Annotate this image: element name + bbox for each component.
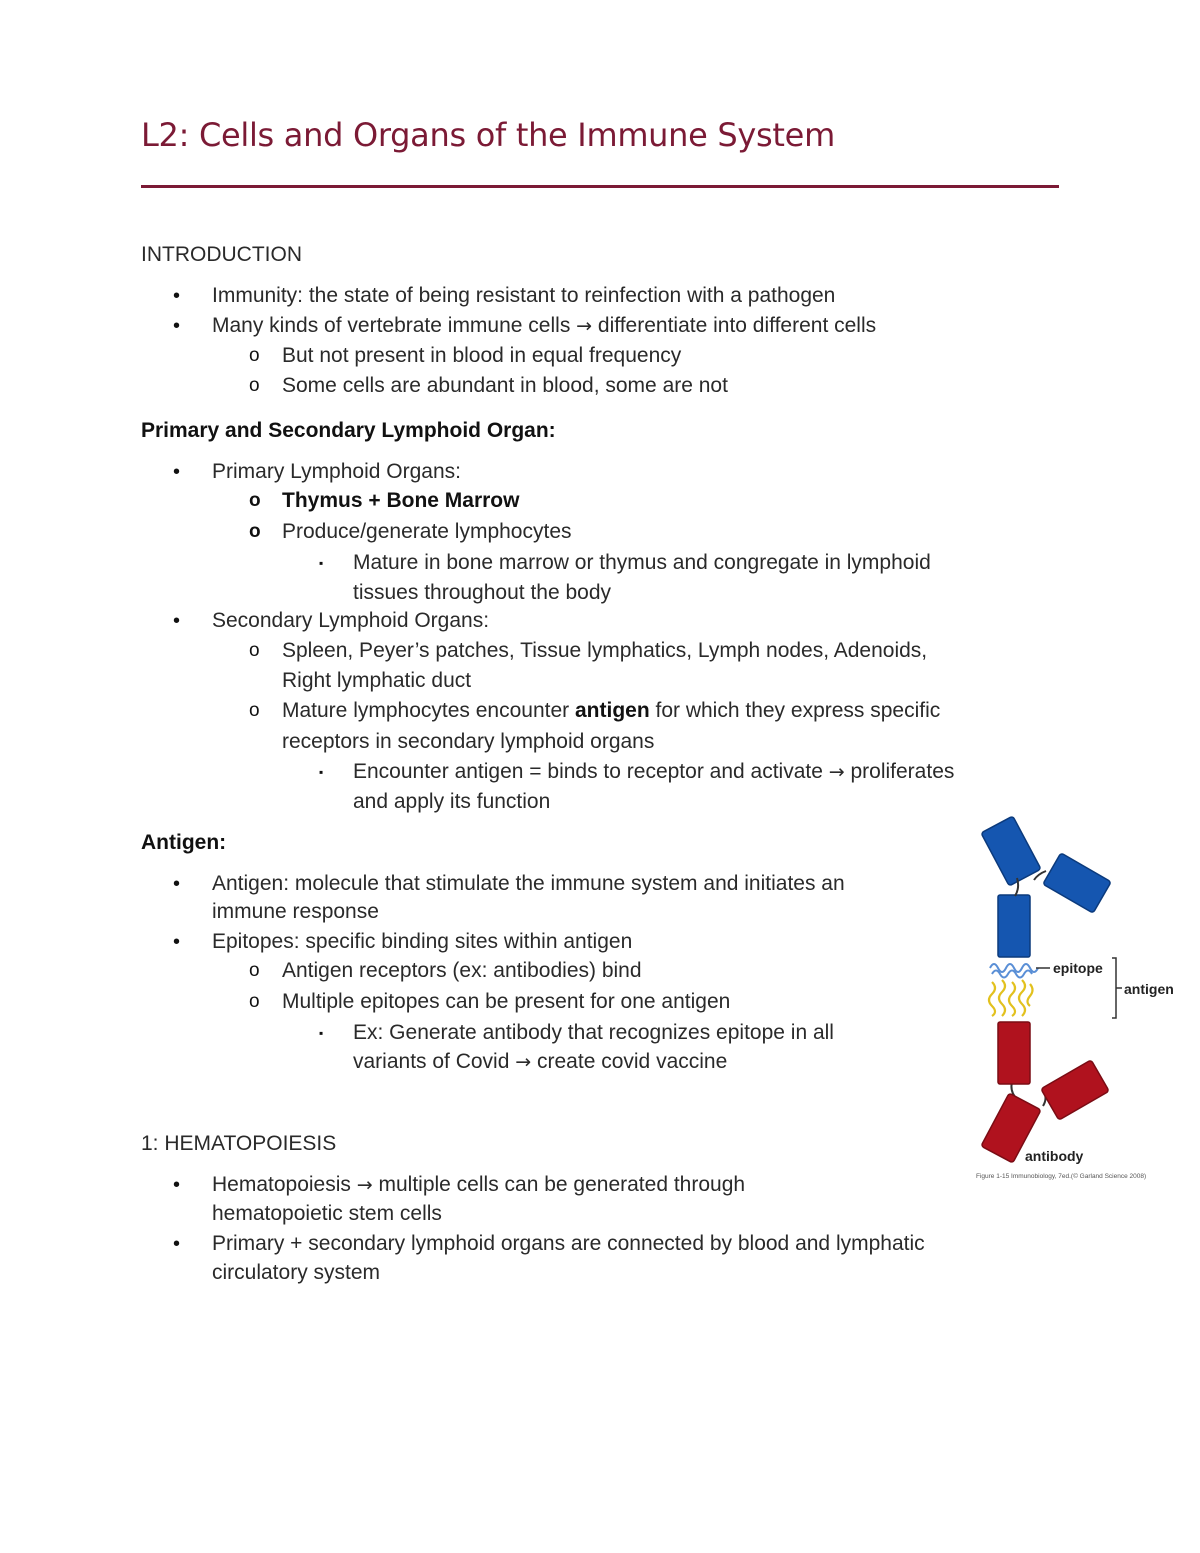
bullet-marker: • xyxy=(173,873,181,895)
secondary-organs-item: Secondary Lymphoid Organs: xyxy=(212,609,490,632)
arrow-icon: → xyxy=(828,761,845,783)
secondary-encounter-pre: Mature lymphocytes encounter xyxy=(282,699,575,722)
covid-example-line2 xyxy=(353,1047,727,1077)
organs-connected-line2: circulatory system xyxy=(212,1261,381,1284)
intro-bullet-cells-post: differentiate into different cells xyxy=(592,314,877,337)
figure-caption: Figure 1-15 Immunobiology, 7ed.(© Garland Science 2008) xyxy=(976,1173,1147,1180)
antibody-label: antibody xyxy=(1025,1148,1084,1164)
bullet-marker: • xyxy=(173,1233,181,1255)
bullet-marker: • xyxy=(173,1174,181,1196)
sub-bullet-marker: o xyxy=(249,345,260,366)
primary-mature-line2: tissues throughout the body xyxy=(353,581,612,604)
sub-bullet-marker: o xyxy=(249,490,261,511)
secondary-activate-post: proliferates xyxy=(844,760,955,783)
primary-thymus-marrow: Thymus + Bone Marrow xyxy=(282,489,520,512)
bullet-marker: • xyxy=(173,461,181,483)
sub-bullet-marker: o xyxy=(249,700,260,721)
sub-bullet-marker: o xyxy=(249,375,260,396)
primary-organs-item: Primary Lymphoid Organs: xyxy=(212,460,461,483)
epitope-label: epitope xyxy=(1053,960,1103,976)
sub-bullet-marker: o xyxy=(249,521,261,542)
secondary-list-line2: Right lymphatic duct xyxy=(282,669,472,692)
arrow-icon: → xyxy=(515,1051,532,1073)
antigen-heading: Antigen: xyxy=(141,831,227,854)
intro-bullet-cells xyxy=(212,311,876,341)
covid-example-pre: variants of Covid xyxy=(353,1050,516,1073)
bullet-marker: • xyxy=(173,610,181,632)
page-title: L2: Cells and Organs of the Immune System xyxy=(141,116,835,154)
antigen-def-line2: immune response xyxy=(212,900,379,923)
hemato-def-pre: Hematopoiesis xyxy=(212,1173,357,1196)
primary-produce: Produce/generate lymphocytes xyxy=(282,520,572,543)
epitope-coils xyxy=(990,964,1038,978)
title-rule xyxy=(141,185,1059,188)
bullet-marker: • xyxy=(173,285,181,307)
sub-bullet-marker: o xyxy=(249,991,260,1012)
intro-heading: INTRODUCTION xyxy=(141,243,302,266)
antigen-def-line1: Antigen: molecule that stimulate the immune system and initiates an xyxy=(212,872,845,895)
bullet-marker: • xyxy=(173,931,181,953)
blue-light-chain xyxy=(981,816,1041,886)
subsub-bullet-marker: ▪ xyxy=(319,556,324,570)
multiple-epitopes: Multiple epitopes can be present for one antigen xyxy=(282,990,731,1013)
secondary-activate-line1 xyxy=(353,757,954,787)
red-heavy-chain xyxy=(998,1022,1030,1084)
intro-bullet-immunity: Immunity: the state of being resistant to reinfection with a pathogen xyxy=(212,284,836,307)
hemato-def-line1 xyxy=(212,1170,745,1200)
intro-bullet-cells-pre: Many kinds of vertebrate immune cells xyxy=(212,314,577,337)
bullet-marker: • xyxy=(173,315,181,337)
antigen-label: antigen xyxy=(1124,981,1174,997)
antigen-receptors: Antigen receptors (ex: antibodies) bind xyxy=(282,959,642,982)
secondary-activate-pre: Encounter antigen = binds to receptor and activate xyxy=(353,760,829,783)
lymphoid-heading: Primary and Secondary Lymphoid Organ: xyxy=(141,419,556,442)
blue-arm-chain xyxy=(1043,853,1111,913)
covid-example-line1: Ex: Generate antibody that recognizes epitope in all xyxy=(353,1021,834,1044)
antibody-antigen-figure xyxy=(970,812,1174,1182)
antigen-coils xyxy=(989,980,1033,1016)
secondary-encounter-line1 xyxy=(282,696,940,726)
hemato-def-post: multiple cells can be generated through xyxy=(372,1173,746,1196)
secondary-encounter-post: for which they express specific xyxy=(649,699,941,722)
subsub-bullet-marker: ▪ xyxy=(319,1026,324,1040)
primary-mature-line1: Mature in bone marrow or thymus and congregate in lymphoid xyxy=(353,551,931,574)
subsub-bullet-marker: ▪ xyxy=(319,765,324,779)
epitopes-def: Epitopes: specific binding sites within antigen xyxy=(212,930,633,953)
intro-sub-frequency: But not present in blood in equal frequency xyxy=(282,344,682,367)
hemato-heading: 1: HEMATOPOIESIS xyxy=(141,1132,337,1155)
red-arm-chain xyxy=(1041,1060,1109,1120)
secondary-encounter-line2: receptors in secondary lymphoid organs xyxy=(282,730,655,753)
arrow-icon: → xyxy=(356,1174,373,1196)
arrow-icon: → xyxy=(576,315,593,337)
secondary-list-line1: Spleen, Peyer’s patches, Tissue lymphatics, Lymph nodes, Adenoids, xyxy=(282,639,928,662)
organs-connected-line1: Primary + secondary lymphoid organs are connected by blood and lymphatic xyxy=(212,1232,925,1255)
sub-bullet-marker: o xyxy=(249,640,260,661)
hemato-def-line2: hematopoietic stem cells xyxy=(212,1202,442,1225)
secondary-activate-line2: and apply its function xyxy=(353,790,551,813)
antigen-keyword: antigen xyxy=(574,699,650,722)
covid-example-post: create covid vaccine xyxy=(531,1050,728,1073)
sub-bullet-marker: o xyxy=(249,960,260,981)
intro-sub-abundance: Some cells are abundant in blood, some are not xyxy=(282,374,728,397)
blue-heavy-chain xyxy=(998,895,1030,957)
